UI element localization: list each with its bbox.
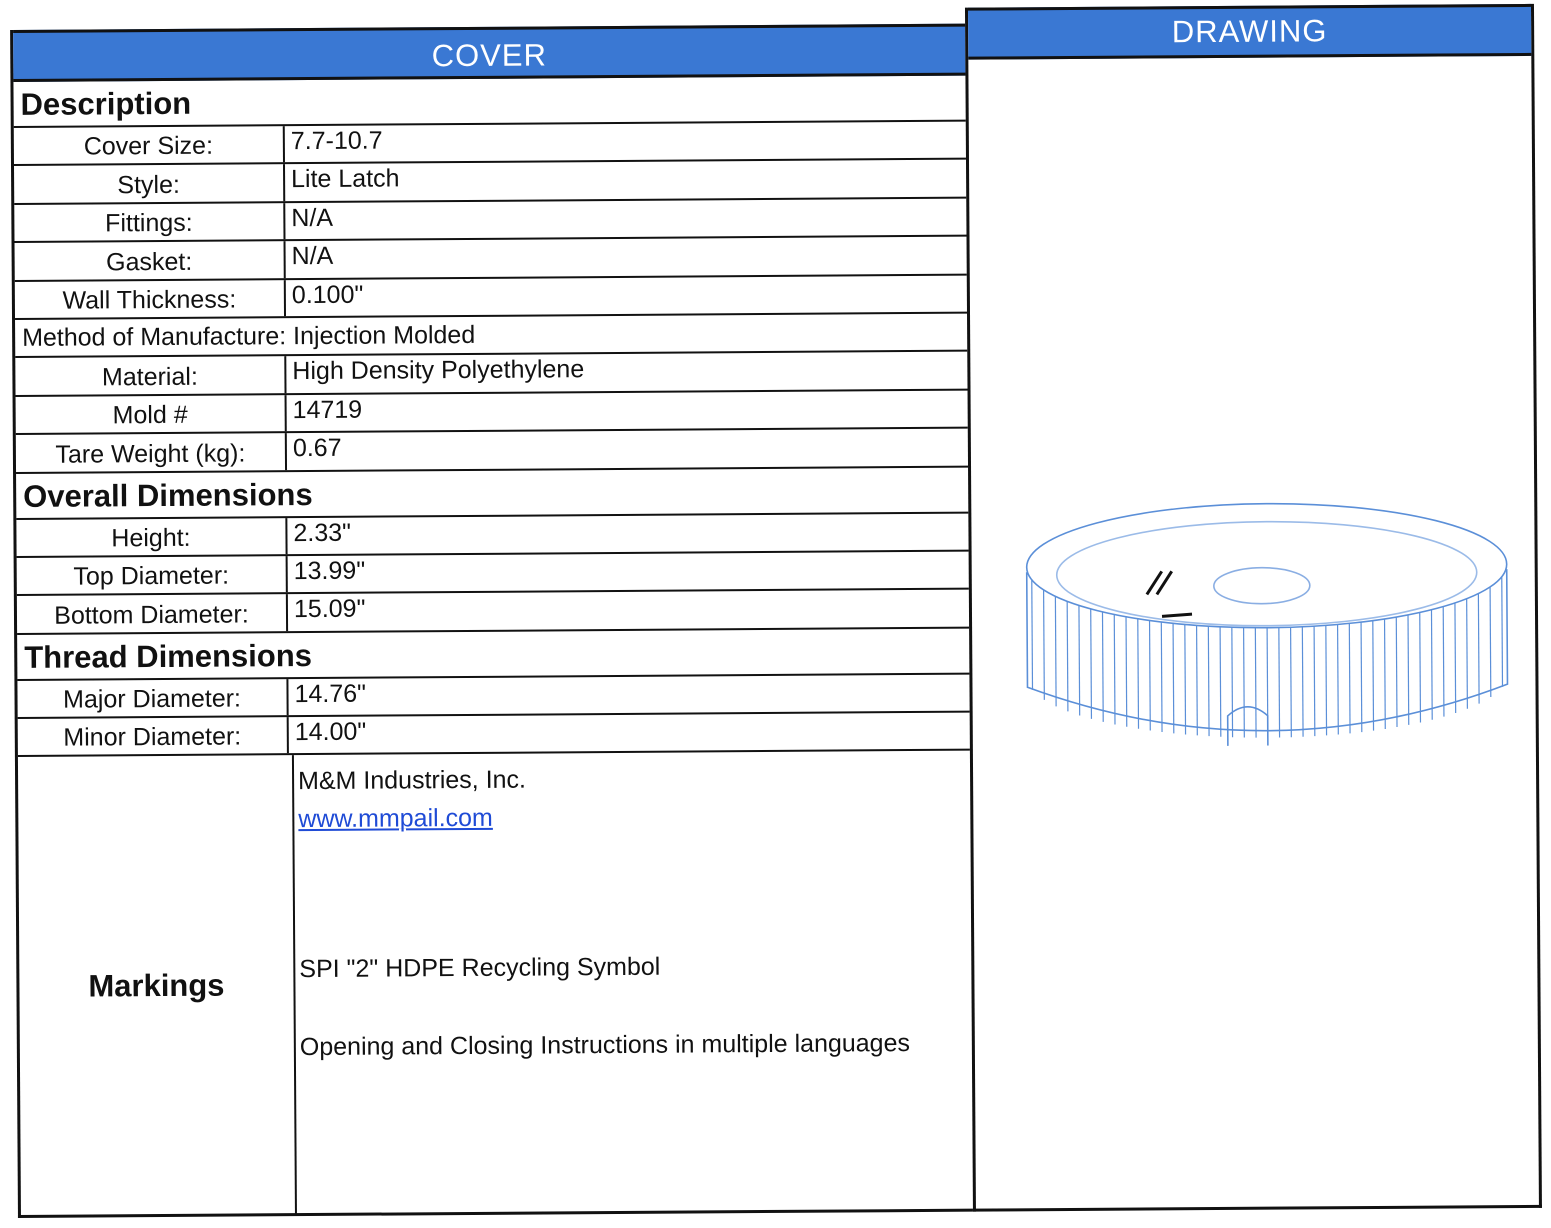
cover-rib-line <box>1326 625 1327 735</box>
spec-row-gasket <box>15 237 967 282</box>
spec-value: 14719 <box>292 395 363 424</box>
cover-rib-line <box>1185 624 1186 734</box>
spec-label: Fittings: <box>14 203 285 241</box>
cover-rib-line <box>1032 580 1033 690</box>
cover-rib-line <box>1255 628 1256 738</box>
spec-value: N/A <box>291 242 334 271</box>
thread-dimensions-section-title: Thread Dimensions <box>17 628 969 680</box>
spec-value: 0.67 <box>292 433 342 463</box>
spec-label: Tare Weight (kg): <box>16 433 287 471</box>
cover-rib-line <box>1079 605 1080 715</box>
cover-rib-line <box>1220 627 1221 737</box>
spec-label: Major Diameter: <box>17 679 288 717</box>
cover-rib-line <box>1443 607 1444 717</box>
cover-rib-line <box>1385 619 1386 729</box>
spec-label: Gasket: <box>15 241 286 279</box>
cover-marking-glyphs <box>1147 571 1192 616</box>
cover-rib-line <box>1244 628 1245 738</box>
overall-dimensions-section-title: Overall Dimensions <box>16 467 968 519</box>
cover-center-ring <box>1214 567 1310 604</box>
cover-rib-line <box>1150 621 1151 731</box>
spec-value: 14.76" <box>294 679 367 708</box>
company-name: M&M Industries, Inc. <box>298 766 527 796</box>
cover-header: COVER <box>13 24 965 82</box>
cover-rib-line <box>1455 603 1456 713</box>
spec-label: Material: <box>15 357 286 395</box>
cover-rib-line <box>1490 587 1491 697</box>
cover-rib-line <box>1114 615 1115 725</box>
cover-rib-line <box>1302 627 1303 737</box>
spec-row-bottom-diameter <box>17 590 969 635</box>
markings-content <box>294 751 973 1214</box>
spec-value: Lite Latch <box>291 164 400 194</box>
spec-value: N/A <box>291 203 334 232</box>
spec-row-material <box>15 352 967 397</box>
cover-rib-line <box>1408 615 1409 725</box>
cover-rib-line <box>1291 627 1292 737</box>
cover-rib-line <box>1208 626 1209 736</box>
spec-label: Mold # <box>16 395 287 433</box>
spec-row-mold-number <box>16 390 968 435</box>
spec-label: Cover Size: <box>14 126 285 164</box>
cover-rib-line <box>1102 612 1103 722</box>
cover-rib-line <box>1126 617 1127 727</box>
markings-row <box>18 751 973 1216</box>
cover-rib-line <box>1044 590 1045 700</box>
spec-value: High Density Polyethylene <box>292 355 585 386</box>
spec-label: Wall Thickness: <box>15 280 286 318</box>
spec-row-wall-thickness <box>15 275 967 320</box>
method-of-manufacture: Method of Manufacture: Injection Molded <box>15 314 967 359</box>
cover-rib-line <box>1467 599 1468 709</box>
description-section-title: Description <box>13 76 965 128</box>
cover-rib-line <box>1420 612 1421 722</box>
pail-cover-drawing <box>1011 474 1523 747</box>
cover-rib-line <box>1338 624 1339 734</box>
markings-label: Markings <box>18 756 297 1217</box>
spec-sheet <box>10 4 1542 1218</box>
spec-value: 0.100" <box>291 280 364 309</box>
spec-label: Bottom Diameter: <box>17 594 288 632</box>
cover-rib-line <box>1091 609 1092 719</box>
website-link[interactable]: www.mmpail.com <box>298 804 493 834</box>
spec-label: Height: <box>16 518 287 556</box>
cover-rib-line <box>1349 623 1350 733</box>
cover-rib-line <box>1267 628 1268 738</box>
spec-row-minor-diameter <box>18 713 970 758</box>
cover-ribs <box>1032 577 1503 740</box>
spec-row-top-diameter <box>17 552 969 597</box>
cover-rib-line <box>1173 623 1174 733</box>
spec-label: Style: <box>14 165 285 203</box>
cover-rib-line <box>1279 628 1280 738</box>
spec-row-major-diameter <box>17 674 969 719</box>
cover-rib-line <box>1314 626 1315 736</box>
cover-rib-line <box>1373 621 1374 731</box>
spec-label: Minor Diameter: <box>18 717 289 755</box>
spec-row-cover-size <box>14 122 966 167</box>
spec-value: 7.7-10.7 <box>290 126 383 156</box>
cover-latch-tab <box>1228 707 1268 746</box>
spec-value: 14.00" <box>294 717 367 747</box>
spec-label: Top Diameter: <box>17 556 288 594</box>
cover-inner-rim <box>1056 520 1477 627</box>
spec-value: 13.99" <box>293 556 366 586</box>
spec-value: 2.33" <box>293 518 352 547</box>
cover-rib-line <box>1232 627 1233 737</box>
spec-value: 15.09" <box>293 594 366 624</box>
cover-rib-line <box>1055 596 1056 706</box>
cover-rib-line <box>1502 577 1503 687</box>
cover-rib-line <box>1431 610 1432 720</box>
instructions-note: Opening and Closing Instructions in multiple languages <box>299 1029 911 1062</box>
cover-rib-line <box>1396 617 1397 727</box>
cover-rib-line <box>1361 622 1362 732</box>
spec-row-fittings <box>14 198 966 243</box>
spec-row-height <box>16 513 968 558</box>
drawing-header: DRAWING <box>968 4 1531 60</box>
cover-rib-line <box>1197 625 1198 735</box>
cover-panel <box>10 24 973 1218</box>
drawing-panel <box>965 4 1542 1212</box>
cover-rib-line <box>1138 619 1139 729</box>
spec-row-style <box>14 160 966 205</box>
recycling-symbol-note: SPI "2" HDPE Recycling Symbol <box>299 953 661 984</box>
cover-rib-line <box>1478 594 1479 704</box>
cover-rib-line <box>1067 601 1068 711</box>
cover-rib-line <box>1161 622 1162 732</box>
spec-row-tare-weight <box>16 429 968 474</box>
